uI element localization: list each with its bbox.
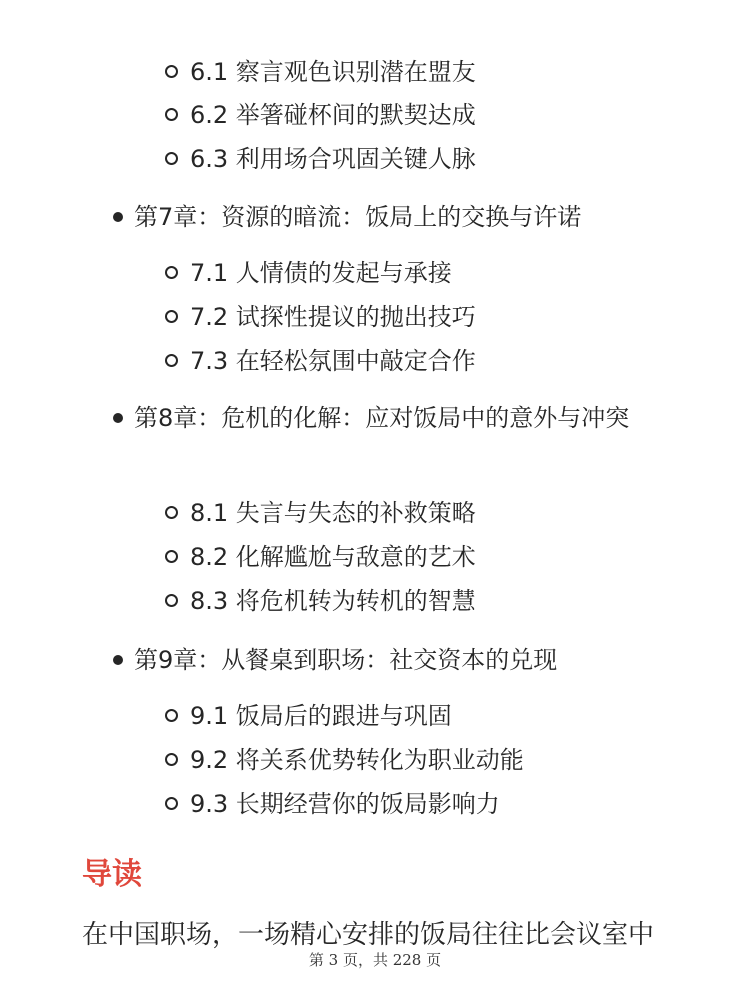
toc-subsection-label: 8.2 化解尴尬与敌意的艺术	[190, 543, 476, 571]
hollow-bullet-icon	[165, 65, 178, 78]
page-number-footer: 第 3 页，共 228 页	[308, 951, 442, 969]
toc-subsection-7-3[interactable]	[165, 346, 476, 376]
toc-subsection-8-1[interactable]	[165, 498, 476, 528]
toc-subsection-label: 8.3 将危机转为转机的智慧	[190, 587, 476, 615]
toc-subsection-6-2[interactable]	[165, 100, 476, 130]
filled-bullet-icon	[113, 212, 123, 222]
toc-subsection-label: 8.1 失言与失态的补救策略	[190, 499, 476, 527]
toc-subsection-label: 9.2 将关系优势转化为职业动能	[190, 746, 524, 774]
toc-subsection-label: 6.2 举箸碰杯间的默契达成	[190, 101, 476, 129]
toc-subsection-7-2[interactable]	[165, 302, 476, 332]
toc-chapter-8[interactable]	[113, 398, 673, 438]
hollow-bullet-icon	[165, 506, 178, 519]
hollow-bullet-icon	[165, 108, 178, 121]
toc-subsection-label: 9.3 长期经营你的饭局影响力	[190, 790, 500, 818]
toc-chapter-9[interactable]	[113, 640, 673, 680]
hollow-bullet-icon	[165, 797, 178, 810]
section-heading: 导读	[82, 857, 142, 892]
hollow-bullet-icon	[165, 753, 178, 766]
toc-subsection-6-3[interactable]	[165, 144, 476, 174]
toc-subsection-9-1[interactable]	[165, 701, 452, 731]
intro-paragraph: 在中国职场，一场精心安排的饭局往往比会议室中	[82, 920, 655, 950]
toc-subsection-label: 9.1 饭局后的跟进与巩固	[190, 702, 452, 730]
toc-subsection-8-3[interactable]	[165, 586, 476, 616]
toc-subsection-label: 7.1 人情债的发起与承接	[190, 259, 452, 287]
hollow-bullet-icon	[165, 594, 178, 607]
hollow-bullet-icon	[165, 152, 178, 165]
toc-chapter-label: 第9章：从餐桌到职场：社交资本的兑现	[134, 646, 558, 674]
toc-subsection-label: 7.2 试探性提议的抛出技巧	[190, 303, 476, 331]
toc-subsection-9-2[interactable]	[165, 745, 524, 775]
hollow-bullet-icon	[165, 266, 178, 279]
toc-subsection-label: 6.3 利用场合巩固关键人脉	[190, 145, 476, 173]
toc-chapter-label: 第7章：资源的暗流：饭局上的交换与许诺	[134, 203, 582, 231]
hollow-bullet-icon	[165, 354, 178, 367]
hollow-bullet-icon	[165, 550, 178, 563]
toc-chapter-7[interactable]	[113, 197, 673, 237]
filled-bullet-icon	[113, 655, 123, 665]
toc-subsection-8-2[interactable]	[165, 542, 476, 572]
toc-subsection-label: 7.3 在轻松氛围中敲定合作	[190, 347, 476, 375]
toc-subsection-7-1[interactable]	[165, 258, 452, 288]
hollow-bullet-icon	[165, 709, 178, 722]
hollow-bullet-icon	[165, 310, 178, 323]
toc-subsection-9-3[interactable]	[165, 789, 500, 819]
filled-bullet-icon	[113, 413, 123, 423]
toc-subsection-label: 6.1 察言观色识别潜在盟友	[190, 58, 476, 86]
toc-subsection-6-1[interactable]	[165, 57, 476, 87]
toc-chapter-label: 第8章：危机的化解：应对饭局中的意外与冲突	[134, 404, 630, 432]
